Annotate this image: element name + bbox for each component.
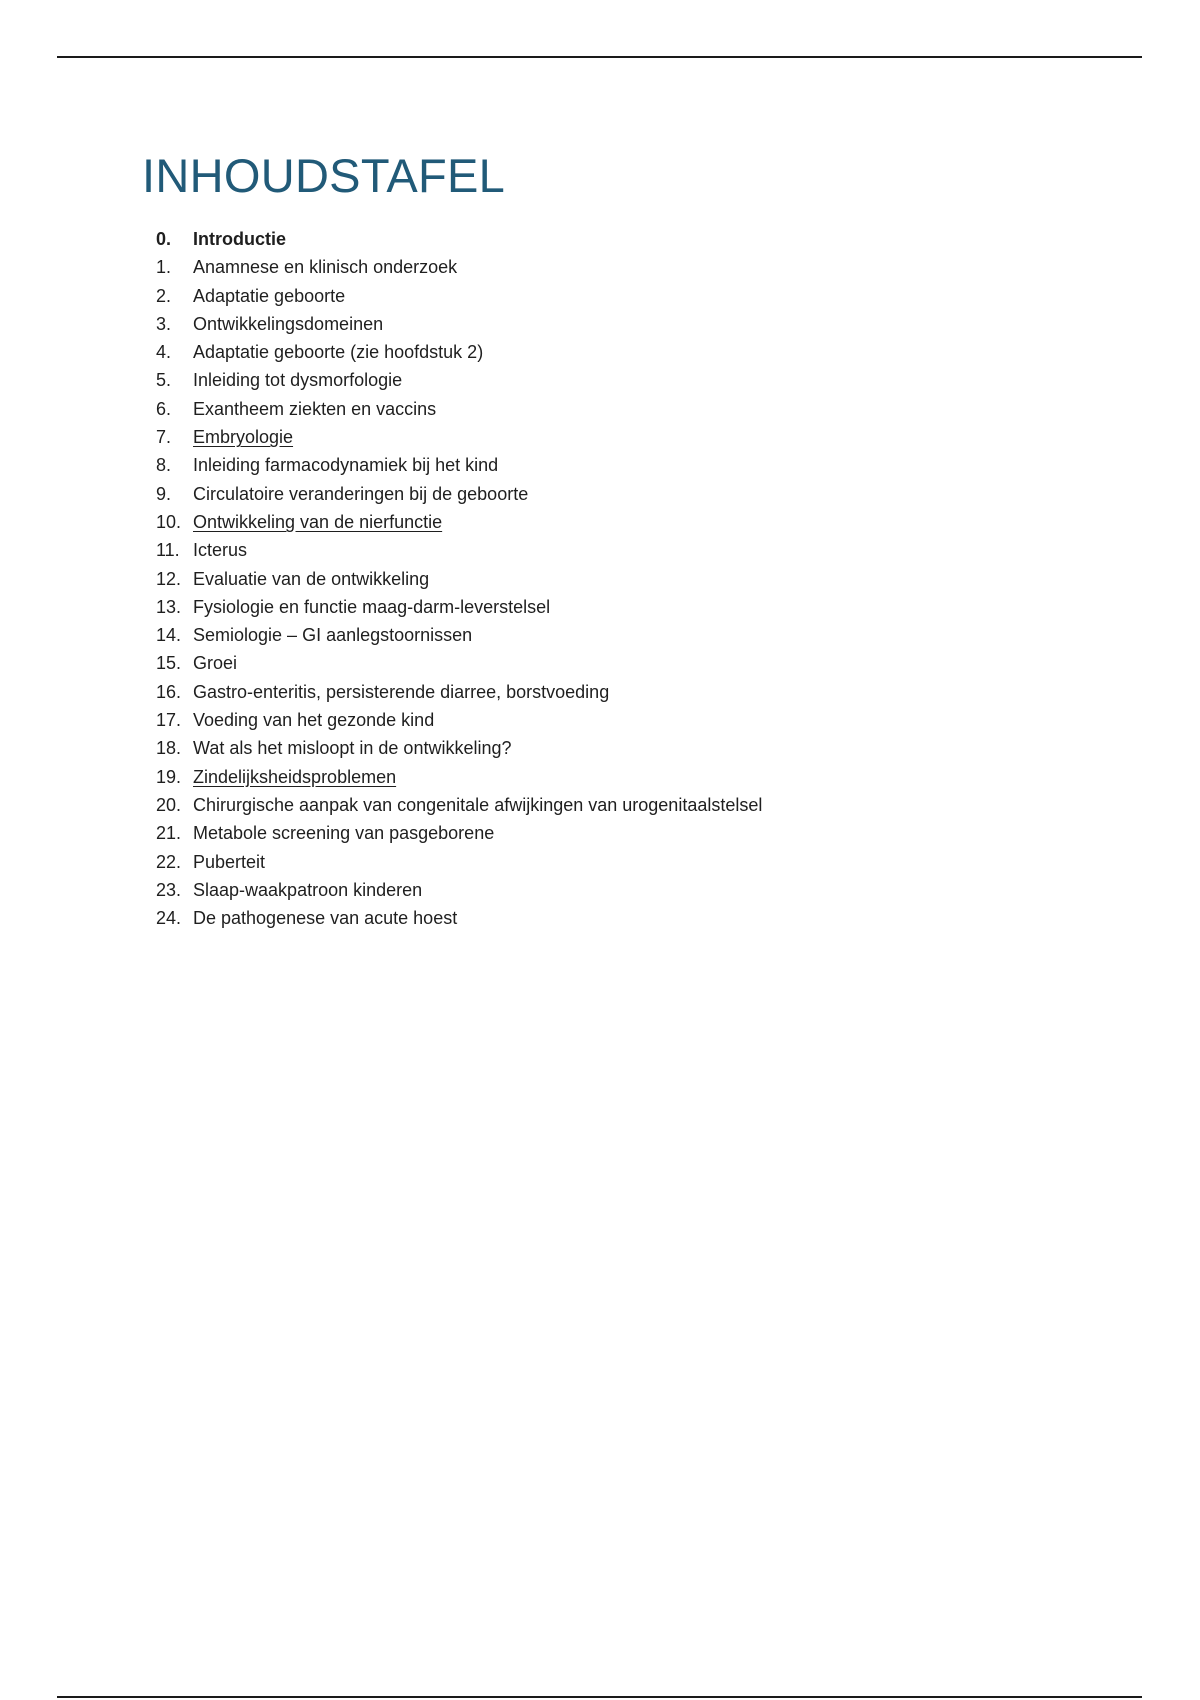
toc-item [156,848,762,876]
toc-item-number: 2. [156,285,172,306]
toc-item-number: 18. [156,738,182,759]
toc-item-label: Introductie [193,229,286,249]
toc-item-number: 10. [156,511,182,532]
toc-item [156,904,762,932]
toc-item [156,621,762,649]
toc-item-number: 9. [156,483,172,504]
toc-item-number: 20. [156,794,182,815]
toc-item-number: 22. [156,851,182,872]
toc-item-number: 17. [156,710,182,731]
toc-item [156,253,762,281]
toc-item-label: Adaptatie geboorte [193,285,346,306]
header-rule [57,56,1142,58]
footer-rule [57,1696,1142,1698]
toc-item [156,565,762,593]
toc-item [156,338,762,366]
toc-item[interactable] [156,423,762,451]
toc-item-number: 23. [156,879,182,900]
toc-item [156,819,762,847]
toc-item-label: Semiologie – GI aanlegstoornissen [193,625,473,646]
toc-item-number: 24. [156,908,182,929]
toc-item-label: Adaptatie geboorte (zie hoofdstuk 2) [193,342,484,363]
toc-item [156,706,762,734]
toc-item [156,225,762,253]
table-of-contents [156,225,762,932]
toc-item-label: Puberteit [193,851,266,872]
toc-item-label: Evaluatie van de ontwikkeling [193,568,430,589]
toc-item-label: Circulatoire veranderingen bij de geboorte [193,483,529,504]
toc-item[interactable] [156,508,762,536]
toc-item-number: 1. [156,257,172,278]
toc-item-label: Anamnese en klinisch onderzoek [193,257,458,278]
toc-item-number: 21. [156,823,182,844]
toc-item[interactable] [156,763,762,791]
toc-item-number: 7. [156,427,172,448]
toc-item-number: 13. [156,596,182,617]
toc-item [156,791,762,819]
toc-item-number: 14. [156,625,182,646]
toc-item-number: 11. [156,540,180,561]
toc-item-label: Ontwikkelingsdomeinen [193,313,384,334]
toc-item-label: Chirurgische aanpak van congenitale afwijkingen van urogenitaalstelsel [193,794,763,815]
toc-item-label: Exantheem ziekten en vaccins [193,398,437,419]
toc-item [156,536,762,564]
toc-item-label: Fysiologie en functie maag-darm-leverstelsel [193,596,551,617]
toc-item-number: 3. [156,313,172,334]
toc-item-number: 6. [156,398,172,419]
toc-item-number: 16. [156,681,182,702]
toc-item-number: 5. [156,370,172,391]
toc-item-label: Gastro-enteritis, persisterende diarree, borstvoeding [193,681,610,702]
toc-item-label: Slaap-waakpatroon kinderen [193,879,423,900]
toc-item-link[interactable]: Embryologie [193,427,294,448]
toc-item-number: 15. [156,653,182,674]
toc-item-number: 0. [156,229,172,249]
toc-item-link[interactable]: Zindelijksheidsproblemen [193,766,397,787]
toc-item [156,282,762,310]
toc-item [156,395,762,423]
toc-item-label: Icterus [193,540,248,561]
toc-item-number: 12. [156,568,182,589]
toc-item [156,678,762,706]
toc-item-label: De pathogenese van acute hoest [193,908,458,929]
toc-item [156,649,762,677]
toc-item-label: Inleiding tot dysmorfologie [193,370,403,391]
toc-item-label: Voeding van het gezonde kind [193,710,435,731]
toc-item [156,451,762,479]
toc-item [156,310,762,338]
toc-item [156,366,762,394]
toc-item-label: Groei [193,653,238,674]
toc-item-label: Wat als het misloopt in de ontwikkeling? [193,738,512,759]
toc-item-label: Inleiding farmacodynamiek bij het kind [193,455,499,476]
toc-item [156,480,762,508]
toc-item-link[interactable]: Ontwikkeling van de nierfunctie [193,511,443,532]
toc-item-number: 8. [156,455,172,476]
toc-item [156,593,762,621]
page-title: INHOUDSTAFEL [142,149,506,202]
toc-item-number: 4. [156,342,172,363]
toc-item-label: Metabole screening van pasgeborene [193,823,495,844]
toc-item-number: 19. [156,766,182,787]
toc-item [156,876,762,904]
toc-item [156,734,762,762]
